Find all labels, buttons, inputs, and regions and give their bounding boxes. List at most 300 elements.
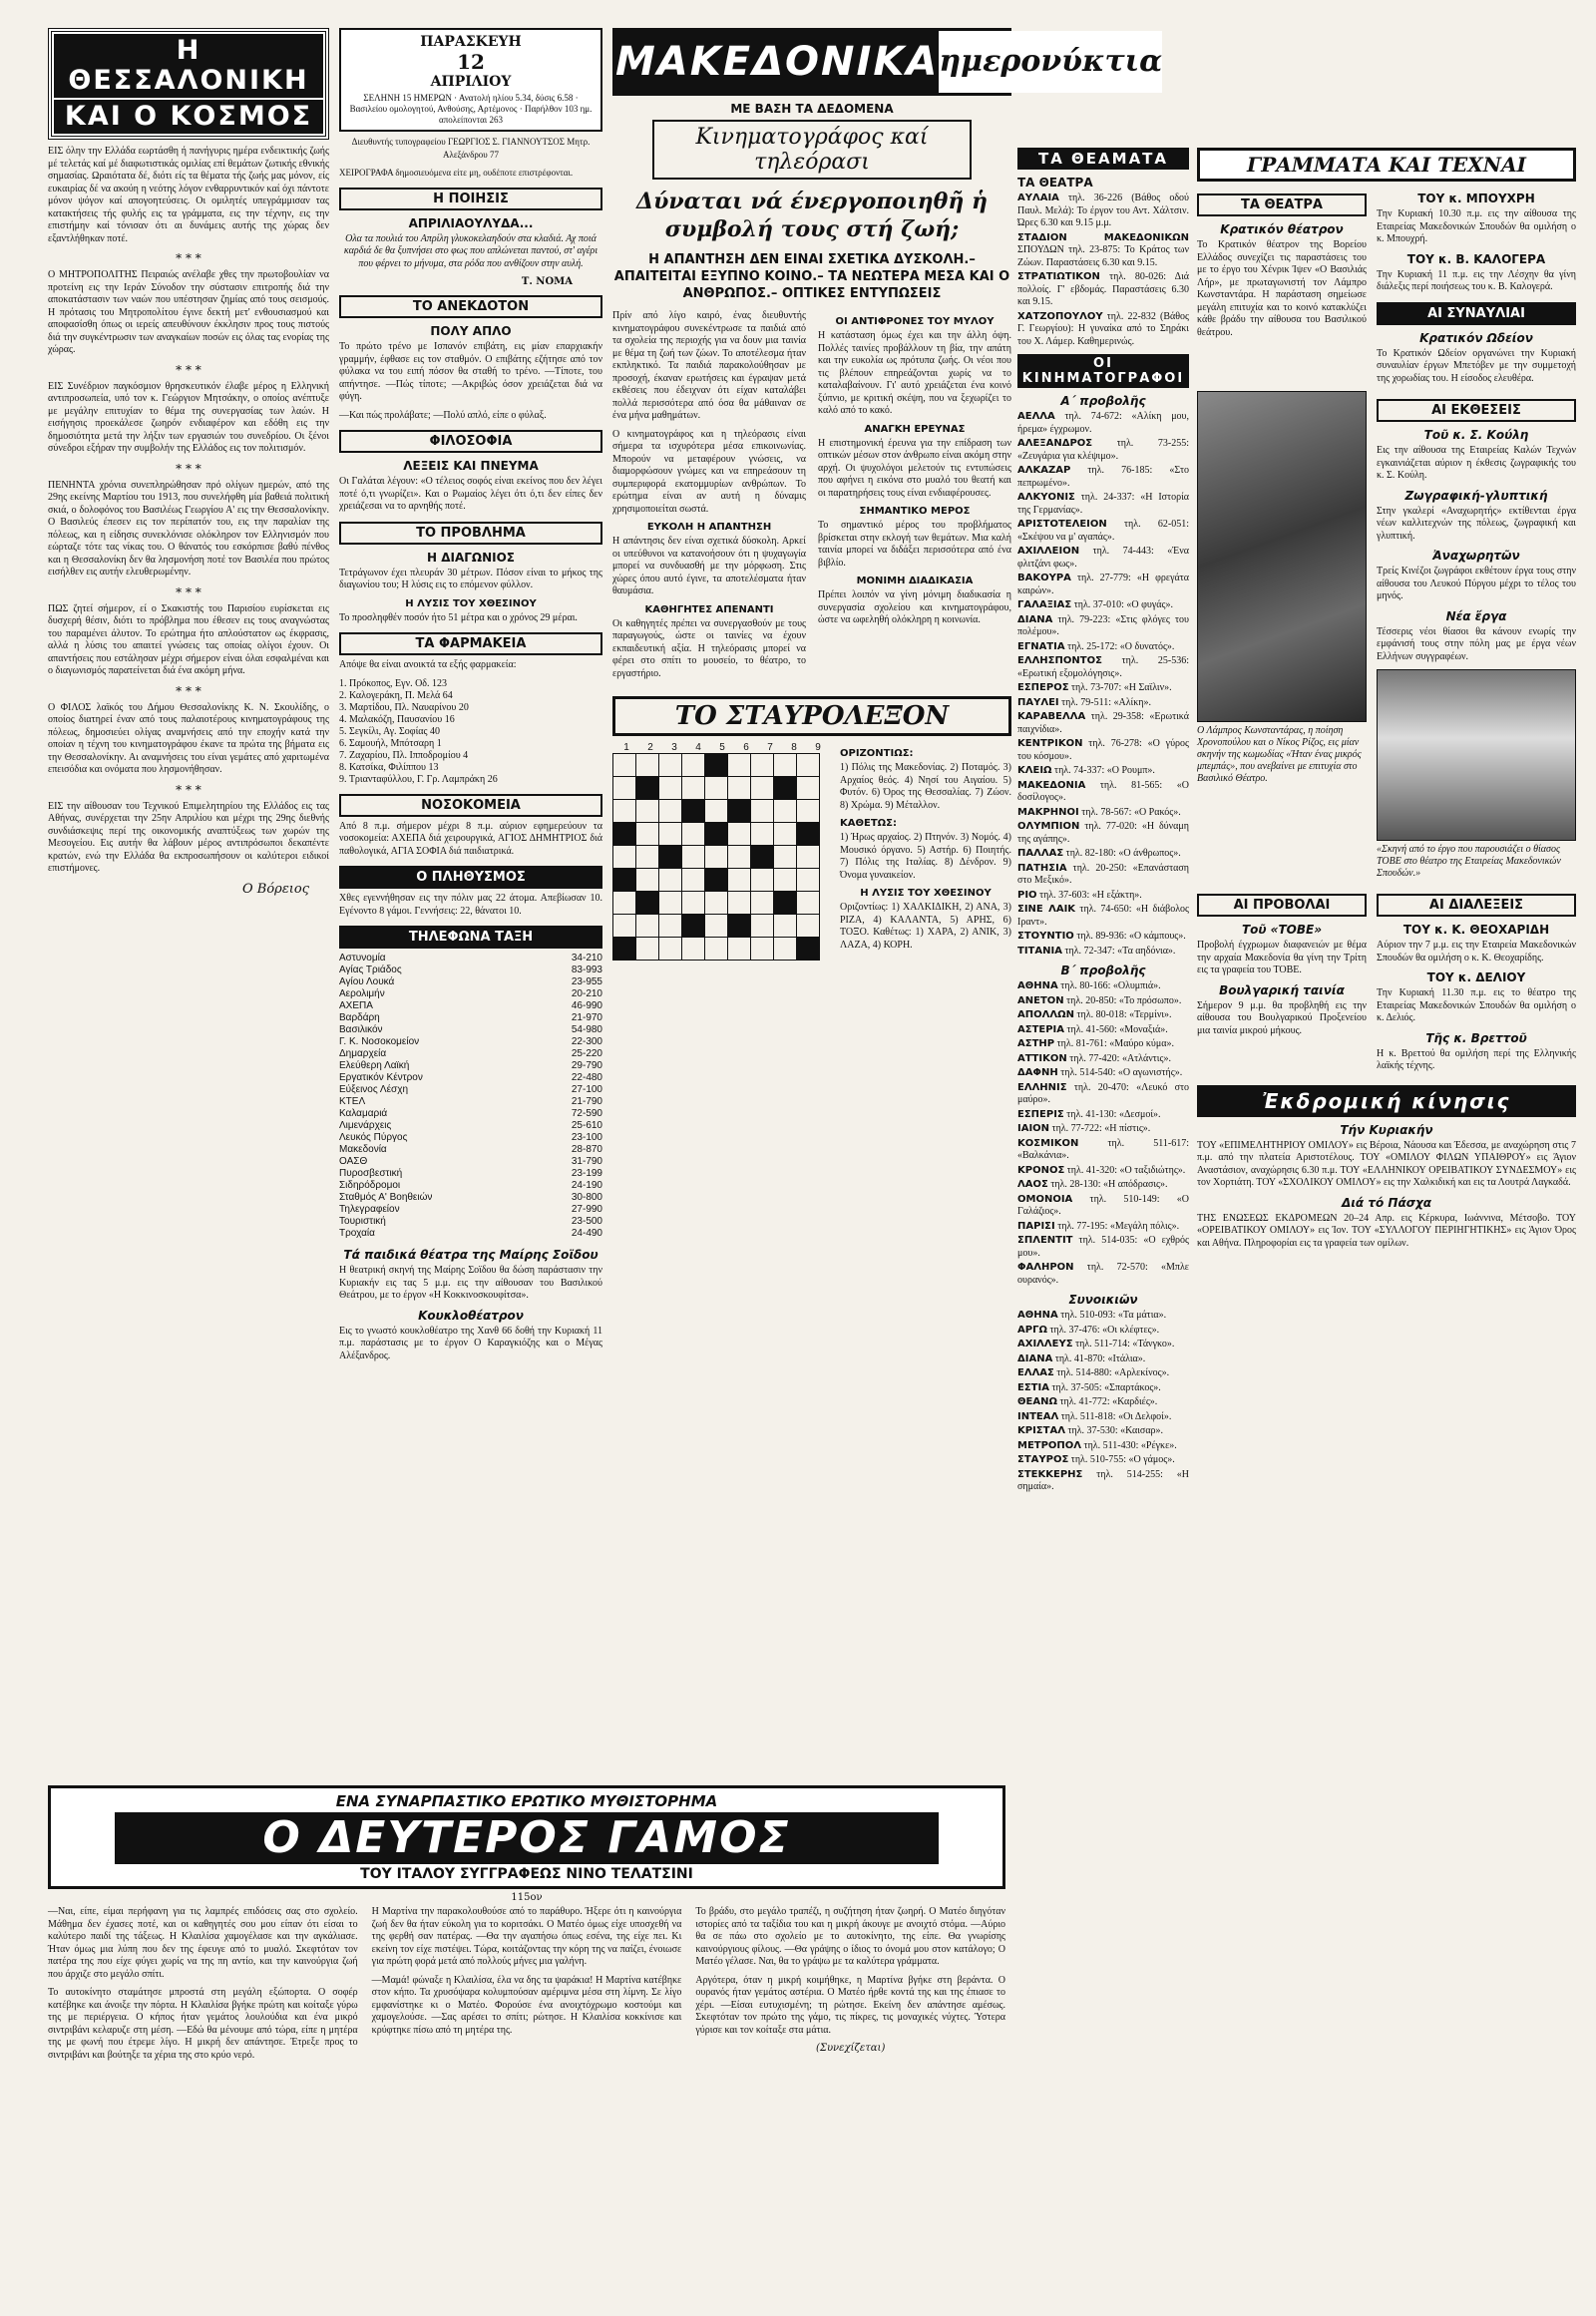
phone-number: 54-980 (571, 1024, 602, 1035)
second-run-heading: Β΄ προβολῆς (1060, 964, 1146, 977)
koulis-text: Εις την αίθουσα της Εταιρείας Καλών Τεχνών εγκαινιάζεται αύριον η έκθεσις ζωγραφικής του κ. Σ. Κούλη. (1377, 445, 1576, 481)
article-paragraph: Πρίν από λίγο καιρό, ένας διευθυντής κινηματογράφου συνεκέντρωσε τα παιδιά από τα σχολεία της περιοχής για να δουν μια ταινία με θέμα τη ζωή των ζώων. Το αποτέλεσμα ήταν εκπληκτικό. Τα παιδιά παρακολούθησαν με προσοχή, έκαναν ερωτήσεις και έγραψαν μετά εκθέσεις που έδειχναν ότι είχαν καταλάβει πολλά περισσότερα από όσα θα μάθαιναν σε ένα μήνα μαθημάτων. (612, 310, 806, 421)
crossword-cell[interactable] (682, 869, 705, 892)
listing-item (1017, 904, 1189, 929)
crossword-black-cell (682, 915, 705, 938)
down-heading: ΚΑΘΕΤΩΣ: (840, 818, 897, 829)
crossword-column-number: 1 (623, 742, 629, 753)
crossword-cell[interactable] (797, 869, 820, 892)
listing-detail: τηλ. 25-536: «Ερωτική εξομολόγησις». (1017, 655, 1189, 679)
listing-detail: τηλ. 41-870: «Ιτάλια». (1052, 1352, 1146, 1364)
theocharidis-heading: ΤΟΥ κ. Κ. ΘΕΟΧΑΡΙΔΗ (1402, 923, 1550, 937)
listing-detail: τηλ. 20-470: «Λευκό στο μαύρο». (1017, 1081, 1189, 1105)
article-paragraph: Ο ΦΙΛΟΣ λαϊκός του Δήμου Θεσσαλονίκης Κ. Ν. Σκουλίδης, ο οποίος διατηρεί έναν από τους παλαιοτέρους κινηματογράφους της πόλεως, δημοσιεύει ολίγας αναμνήσεις από την εποχήν κατά την οποίαν η τέχνη του κινηματογράφου έκανε τα πρώτα της βήματα εις την Θεσσαλονίκην. Αι αναμνήσεις του είναι γεμάτες από χαριτωμένα επεισόδια και ονόματα που λησμονήθησαν. (48, 701, 329, 775)
phone-name: Εργατικόν Κέντρον (339, 1072, 423, 1083)
pharmacy-item: 6. Σαμουήλ, Μπότσαρη 1 (339, 737, 442, 749)
article-paragraph: Πρέπει λοιπόν να γίνη μόνιμη διαδικασία η συνεργασία σχολείου και κινηματογράφου, ώστε να ωφεληθή ολόκληρη η κοινωνία. (818, 589, 1011, 625)
kalogera-text: Την Κυριακή 11 π.μ. εις την Λέσχην θα γίνη διάλεξις περί ποιήσεως του κ. Β. Καλογερά. (1377, 268, 1576, 292)
philosophy-heading: ΦΙΛΟΣΟΦΙΑ (339, 430, 602, 453)
serial-paragraph: Η Μαρτίνα την παρακολουθούσε από το παράθυρο. Ήξερε ότι η καινούργια ζωή δεν θα ήταν εύκολη για το κοριτσάκι. Ο Ματέο όμως είχε υποσχεθή να της φερθή σαν πατέρας. —Θα την αγαπήσω όπως εσένα, της είχε πει. Κι εκείνη τον είχε πιστέψει. Τώρα, κοιτάζοντας την κόρη της να παίζει, ένοιωσε για πρώτη φορά μετά από πολλούς μήνες μια γαλήνη. (371, 1906, 682, 1967)
masthead-right: ημερονύκτια (939, 31, 1162, 93)
column-daily-info (339, 28, 602, 1368)
crossword-cell[interactable] (636, 915, 659, 938)
listing-detail: τηλ. 77-195: «Μεγάλη πόλις». (1054, 1220, 1180, 1232)
theatre-heading: ΤΑ ΘΕΑΤΡΑ (1197, 193, 1367, 216)
listing-item (1017, 1235, 1189, 1260)
phone-name: Λευκός Πύργος (339, 1132, 408, 1143)
listing-detail: τηλ. 36-226 (Βάθος οδού Παυλ. Μελά): Το έργον του Αντ. Χάλτσιν. Ώρες 6.30 και 9.15 μ.μ. (1017, 193, 1189, 228)
listing-item (1017, 599, 1189, 612)
crossword-cell[interactable] (797, 846, 820, 869)
phone-name: Σιδηρόδρομοι (339, 1180, 401, 1191)
banner-line-2: ΚΑΙ Ο ΚΟΣΜΟΣ (54, 98, 323, 134)
crossword-cell[interactable] (797, 892, 820, 915)
crossword-column-number: 3 (671, 742, 677, 753)
state-theatre-text: Το Κρατικόν θέατρον της Βορείου Ελλάδος συνεχίζει τις παραστάσεις του με το έργο του Χένρικ Ίψεν «Ο Βασιλιάς Λήρ», με πρωταγωνιστή τον Λάμπρο Κωνσταντάρα. Η παράσταση σημείωσε μεγάλη επιτυχία και το κοινό κατακλύζει κάθε βράδυ την αίθουσα του Βασιλικού θεάτρου. (1197, 239, 1367, 338)
concerts-heading: ΑΙ ΣΥΝΑΥΛΙΑΙ (1377, 302, 1576, 325)
cinemas-heading: ΟΙ ΚΙΝΗΜΑΤΟΓΡΑΦΟΙ (1017, 354, 1189, 388)
crossword-cell[interactable] (705, 938, 728, 961)
philosophy-subtitle: ΛΕΞΕΙΣ ΚΑΙ ΠΝΕΥΜΑ (403, 459, 539, 473)
listing-item (1017, 655, 1189, 680)
listing-detail: τηλ. 81-761: «Μαύρο κύμα». (1054, 1038, 1174, 1049)
listing-detail: τηλ. 24-337: «Η Ιστορία της Γερμανίας». (1017, 492, 1189, 516)
crossword-black-cell (774, 777, 797, 800)
crossword-cell[interactable] (751, 777, 774, 800)
phone-name: Λιμενάρχεις (339, 1120, 392, 1131)
listing-name: ΠΑΤΗΣΙΑ (1017, 862, 1067, 874)
article-subhead: ΜΟΝΙΜΗ ΔΙΑΔΙΚΑΣΙΑ (856, 576, 974, 586)
crossword-cell[interactable] (751, 938, 774, 961)
crossword-cell[interactable] (659, 892, 682, 915)
crossword-cell[interactable] (682, 938, 705, 961)
crossword-cell[interactable] (636, 823, 659, 846)
listing-name: ΑΤΤΙΚΟΝ (1017, 1052, 1067, 1064)
crossword-cell[interactable] (659, 777, 682, 800)
listing-name: ΔΙΑΝΑ (1017, 613, 1053, 625)
letters-left (1197, 186, 1367, 391)
crossword-cell[interactable] (751, 823, 774, 846)
crossword-column-number: 2 (647, 742, 653, 753)
article-subhead: ΕΥΚΟΛΗ Η ΑΠΑΝΤΗΣΗ (646, 522, 772, 533)
pharmacy-item: 9. Τριανταφύλλου, Γ. Γρ. Λαμπράκη 26 (339, 773, 498, 785)
crossword-cell[interactable] (613, 892, 636, 915)
crossword-cell[interactable] (751, 915, 774, 938)
listing-name: ΡΙΟ (1017, 889, 1037, 901)
crossword-cell[interactable] (613, 915, 636, 938)
serial-paragraph: Το βράδυ, στο μεγάλο τραπέζι, η συζήτηση ήταν ζωηρή. Ο Ματέο διηγόταν ιστορίες από τα ταξίδια του και η μικρή άκουγε με ανοιχτό στόμα. —Αύριο θα σε πάω στο σχολείο με το αυτοκίνητο, της είπε. Θα γνωρίσης καινούργιους φίλους. —Θα γράψης ο ίδιος το όνομά μου στον κατάλογο; Ο Ματέο γέλασε. Ναι, θα το γράψω με τα καλύτερα γράμματα. (695, 1906, 1006, 1967)
listing-detail: τηλ. 27-779: «Η φρεγάτα καιρών». (1017, 573, 1189, 596)
phone-number: 72-590 (571, 1108, 602, 1119)
article-body (612, 310, 1011, 686)
state-theatre-heading: Κρατικόν θέατρον (1220, 222, 1344, 236)
phone-name: Βαρδάρη (339, 1012, 380, 1023)
crossword-cell[interactable] (636, 846, 659, 869)
phone-name: ΚΤΕΛ (339, 1096, 366, 1107)
phone-row (339, 1216, 602, 1228)
population-heading: Ο ΠΛΗΘΥΣΜΟΣ (339, 866, 602, 889)
phone-number: 21-970 (571, 1012, 602, 1023)
listing-detail: τηλ. 20-250: «Επανάσταση στο Μεξικό». (1017, 862, 1189, 886)
listing-item (1017, 1038, 1189, 1051)
listing-name: ΣΤΟΥΝΤΙΟ (1017, 931, 1074, 942)
crossword-black-cell (705, 869, 728, 892)
crossword-grid[interactable] (612, 753, 820, 961)
crossword-cell[interactable] (659, 754, 682, 777)
crossword-cell[interactable] (728, 777, 751, 800)
suburbs-list (1017, 1310, 1189, 1494)
phone-number: 22-300 (571, 1036, 602, 1047)
listing-detail: τηλ. 73-707: «Η Σαϊλιν». (1068, 682, 1172, 693)
phone-row (339, 976, 602, 988)
anachoriton-heading: Ἀναχωρητῶν (1432, 549, 1520, 563)
listing-name: ΜΑΚΕΔΟΝΙΑ (1017, 779, 1086, 791)
serial-paragraph: Το αυτοκίνητο σταμάτησε μπροστά στη μεγάλη εξώπορτα. Ο σοφέρ κατέβηκε και άνοιξε την πόρτα. Η Κλαιλίσα βγήκε πρώτη και κοίταξε γύρω της με περιέργεια. Ο κήπος ήταν γεμάτος λουλούδια και ένα μικρό σιντριβάνι κελαρυζε στη μέση. —Εδώ θα μένουμε από τώρα, είπε η μητέρα της με φωνή που έτρεμε λίγο. Η μικρή δεν απάντησε. Έτρεξε προς το σιντριβάνι και βούτηξε τα χέρια της στο κρύο νερό. (48, 1987, 358, 2061)
phone-row (339, 1156, 602, 1168)
listing-item (1017, 1411, 1189, 1424)
phone-row (339, 1012, 602, 1024)
letters-middle (1197, 391, 1576, 886)
listing-item (1017, 519, 1189, 544)
crossword-cell[interactable] (636, 938, 659, 961)
listing-name: ΑΘΗΝΑ (1017, 1310, 1058, 1321)
crossword-cell[interactable] (659, 915, 682, 938)
crossword-clues (840, 742, 1011, 961)
listing-detail: τηλ. 41-320: «Ο ταξιδιώτης». (1064, 1164, 1186, 1176)
crossword-black-cell (728, 800, 751, 823)
crossword-cell[interactable] (705, 892, 728, 915)
listing-item (1017, 641, 1189, 654)
anecdote-text: Το πρώτο τρένο με Ισπανόν επιβάτη, εις μίαν επαρχιακήν γραμμήν, έφθασε εις τον σταθμόν. Ο επιβάτης εζήτησε από τον φύλακα να του ειπή πόσον θα σταθή το τρένο. —Τίποτε, του απήντησε. —Πώς τίποτε; —Ακριβώς όσον χρειάζεται διά να φύγη. (339, 341, 602, 402)
crossword-cell[interactable] (705, 800, 728, 823)
crossword-cell[interactable] (659, 823, 682, 846)
crossword-cell[interactable] (774, 938, 797, 961)
listing-item (1017, 438, 1189, 463)
crossword-cell[interactable] (751, 869, 774, 892)
crossword-heading: ΤΟ ΣΤΑΥΡΟΛΕΞΟΝ (612, 696, 1011, 736)
crossword-black-cell (613, 823, 636, 846)
phone-number: 27-100 (571, 1084, 602, 1095)
listing-detail: τηλ. 29-358: «Ερωτικά παιχνίδια». (1017, 711, 1189, 735)
phone-number: 21-790 (571, 1096, 602, 1107)
phone-number: 23-955 (571, 976, 602, 987)
crossword-cell[interactable] (636, 754, 659, 777)
article-subhead: ΟΙ ΑΝΤΙΦΡΟΝΕΣ ΤΟΥ ΜΥΛΟΥ (835, 316, 995, 327)
crossword-cell[interactable] (613, 846, 636, 869)
listing-detail: τηλ. 77-020: «Η δύναμη της αγάπης». (1017, 821, 1189, 845)
phone-name: Βασιλικόν (339, 1024, 383, 1035)
listing-detail: τηλ. 78-567: «Ο Ρακός». (1078, 806, 1181, 818)
poem-title: ΑΠΡΙΛΙΑΟΥΛΥΔΑ... (408, 215, 534, 230)
listing-item (1017, 492, 1189, 517)
vrettou-heading: Τῆς κ. Βρεττοῦ (1425, 1030, 1527, 1045)
listing-name: ΛΑΟΣ (1017, 1179, 1048, 1190)
crossword-cell[interactable] (797, 915, 820, 938)
listing-name: ΚΕΝΤΡΙΚΟΝ (1017, 738, 1083, 749)
children-theatre-text: Η θεατρική σκηνή της Μαίρης Σοϊδου θα δώση παράστασιν την Κυριακήν εις τας 5 μ.μ. εις την αίθουσαν του Βασιλικού Θεάτρου, με το έργον «Η Κοκκινοσκουφίτσα». (339, 1265, 602, 1301)
crossword-block (612, 742, 1011, 961)
article-paragraph: ΕΙΣ Συνέδριον παγκόσμιον θρησκευτικόν έλαβε μέρος η Ελληνική αντιπροσωπεία, υπό τον κ. Γεώργιον Μητσάκην, ο οποίος ανέπτυξε με μεγάλην επιτυχίαν το θέμα της συνεργασίας των λαών. Η εισήγησις προεκάλεσε ζωηρόν ενδιαφέρον και εδόθη εις την δημοσιότητα μετά την λήξιν των εργασιών του συνεδρίου. Οι ξένοι σύνεδροι εξήραν την συμβολήν της Ελλάδος εις τον πολιτισμόν. (48, 380, 329, 454)
listing-name: ΣΤΕΚΚΕΡΗΣ (1017, 1468, 1083, 1480)
banner-line-1: Η ΘΕΣΣΑΛΟΝΙΚΗ (54, 34, 323, 98)
crossword-cell[interactable] (705, 915, 728, 938)
anecdote-subtitle: ΠΟΛΥ ΑΠΛΟ (430, 324, 512, 338)
listing-name: ΕΛΛΗΝΙΣ (1017, 1081, 1067, 1093)
listing-item (1017, 1440, 1189, 1453)
listing-detail: τηλ. 41-560: «Μοναξιά». (1064, 1023, 1168, 1035)
listing-name: ΑΛΚΑΖΑΡ (1017, 465, 1071, 476)
crossword-cell[interactable] (682, 754, 705, 777)
listing-detail: τηλ. 79-511: «Αλίκη». (1058, 696, 1152, 708)
vrettou-text: Η κ. Βρεττού θα ομιλήση περί της Ελληνικής λαϊκής τέχνης. (1377, 1047, 1576, 1071)
photo-column (1197, 391, 1367, 886)
tove-text: Προβολή έγχρωμων διαφανειών με θέμα την αρχαία Μακεδονία θα γίνη την Τρίτη εις τα γραφεία του ΤΟΒΕ. (1197, 940, 1367, 975)
listing-name: ΑΠΟΛΛΩΝ (1017, 1009, 1074, 1020)
crossword-cell[interactable] (797, 800, 820, 823)
listing-item (1017, 232, 1189, 270)
crossword-cell[interactable] (682, 823, 705, 846)
crossword-cell[interactable] (613, 800, 636, 823)
phone-number: 27-990 (571, 1204, 602, 1215)
crossword-cell[interactable] (797, 777, 820, 800)
phone-row (339, 1060, 602, 1072)
phone-number: 83-993 (571, 965, 602, 975)
listing-name: ΚΟΣΜΙΚΟΝ (1017, 1137, 1079, 1149)
lectures-column (1377, 886, 1576, 1079)
crossword-cell[interactable] (682, 777, 705, 800)
listing-item (1017, 465, 1189, 490)
crossword-column-number: 4 (695, 742, 701, 753)
date-info: ΣΕΛΗΝΗ 15 ΗΜΕΡΩΝ · Ανατολή ηλίου 5.34, δύσις 6.58 · Βασιλείου ομολογητού, Ανθούσης, Αρτέμονος · Παρήλθον 103 ημ. απολείπονται 263 (349, 93, 593, 125)
crossword-black-cell (774, 892, 797, 915)
listing-item (1017, 1179, 1189, 1192)
listing-item (1017, 821, 1189, 846)
listing-detail: τηλ. 37-505: «Σπαρτάκος». (1048, 1381, 1161, 1393)
crossword-cell[interactable] (774, 915, 797, 938)
listing-name: ΕΣΠΕΡΙΣ (1017, 1108, 1064, 1120)
phone-name: Αερολιμήν (339, 988, 385, 999)
new-works-text: Τέσσερις νέοι θίασοι θα κάνουν ενωρίς την εμφάνισή τους στην πόλη μας με έργα νέων Ελλήνων συγγραφέων. (1377, 625, 1576, 662)
phone-number: 34-210 (571, 953, 602, 964)
listing-name: ΠΑΛΛΑΣ (1017, 848, 1064, 859)
article-paragraph: Το σημαντικό μέρος του προβλήματος βρίσκεται στην εκλογή των θεμάτων. Μια καλή ταινία μπορεί να διδάξει περισσότερα από ένα βιβλίο. (818, 520, 1011, 569)
listing-name: ΘΕΑΝΩ (1017, 1396, 1057, 1407)
phone-row (339, 1120, 602, 1132)
serial-paragraph: —Ναι, είπε, είμαι περήφανη για τις λαμπρές επιδόσεις σας στο σχολείο. Μάθημα δεν έχασες ποτέ, και οι καθηγητές σου μου είπαν ότι είσαι το καλύτερο παιδί της τάξεως. Η Κλαιλίσα χαμογέλασε και την αγκάλιασε. Ήταν όμως μια λύπη που δεν της έφευγε από το μυαλό. Σκεφτόταν τον πατέρα της που είχε φύγει χωρίς να της πη αντίο, και την καινούργια ζωή που άρχιζε στο μεγάλο σπίτι. (48, 1906, 358, 1980)
serial-col (695, 1906, 1005, 2068)
listing-item (1017, 546, 1189, 571)
crossword-cell[interactable] (774, 869, 797, 892)
phone-row (339, 1048, 602, 1060)
crossword-cell[interactable] (728, 823, 751, 846)
crossword-cell[interactable] (774, 754, 797, 777)
crossword-black-cell (636, 892, 659, 915)
crossword-cell[interactable] (728, 846, 751, 869)
crossword-cell[interactable] (613, 777, 636, 800)
phone-number: 28-870 (571, 1144, 602, 1155)
printer-director: Διευθυντής τυπογραφείου ΓΕΩΡΓΙΟΣ Σ. ΓΙΑΝΝΟΥΤΣΟΣ Μητρ. Αλεξάνδρου 77 (351, 137, 591, 160)
poem-text: Ολα τα πουλιά του Απρίλη γλυκοκελαηδούν στα κλαδιά. Αχ ποιά καρδιά δε θα ξυπνήσει στο φως που απλώνεται παντού, στ' αγέρι που φέρνει το μήνυμα, στα ρόδα που ανθίζουν στην αυλή. (343, 232, 598, 269)
crossword-cell[interactable] (751, 754, 774, 777)
listing-item (1017, 614, 1189, 639)
listing-name: ΜΑΚΡΗΝΟΙ (1017, 806, 1079, 818)
separator-stars: * * * (176, 251, 201, 265)
crossword-cell[interactable] (659, 938, 682, 961)
projections-column (1197, 886, 1367, 1079)
listing-item (1017, 738, 1189, 763)
date-day: ΠΑΡΑΣΚΕΥΗ (420, 34, 522, 50)
first-run-heading: Α΄ προβολῆς (1060, 394, 1146, 408)
phone-number: 24-490 (571, 1228, 602, 1239)
article-col-right (818, 310, 1011, 686)
listing-detail: τηλ. 41-130: «Δεσμοί». (1063, 1108, 1161, 1120)
crossword-solution-heading: Η ΛΥΣΙΣ ΤΟΥ ΧΘΕΣΙΝΟΥ (860, 888, 992, 899)
crossword-cell[interactable] (636, 800, 659, 823)
crossword-cell[interactable] (728, 754, 751, 777)
column-thessaloniki-world (48, 28, 329, 897)
theatre-scene-photo (1197, 391, 1367, 722)
painting-heading: Ζωγραφική-γλυπτική (1404, 488, 1548, 503)
listing-name: ΦΑΛΗΡΟΝ (1017, 1262, 1074, 1273)
letters-top (1197, 186, 1576, 391)
crossword-cell[interactable] (774, 846, 797, 869)
article-paragraph: ΕΙΣ όλην την Ελλάδα εωρτάσθη ή πανήγυρις ημέρα ενδεικτικής ζωής μέ τελετάς καί μέ διαφωτιστικάς ομιλίας επί θεμάτων ζωτικής εθνικής σημασίας. Ωραιότατα δέ, διότι είς τα θέματα τής ζωής μας μόνον, είς ευκαιρίας δέ να ακούη η νεότης λόγον ενθαρρυντικόν καί όχι πάντοτε μόνον ψόγον καί απογοητεύσεις. Οι ομιλητές υπεγράμμισαν τας κατακτήσεις τής φυλής εις τα γράμματα, εις την τέχνην, εις την επιστήμην καί τόνισαν ότι αι δυνάμεις αυτής της χώρας δεν εξαντλήθηκαν ποτέ. (48, 146, 329, 244)
column-spectacles (1017, 148, 1189, 1496)
listing-name: ΕΣΤΙΑ (1017, 1381, 1049, 1393)
easter-heading: Διά τό Πάσχα (1341, 1195, 1432, 1210)
listing-name: ΑΥΛΑΙΑ (1017, 193, 1059, 203)
phone-number: 29-790 (571, 1060, 602, 1071)
anachoriton-text: Τρείς Κινέζοι ζωγράφοι εκθέτουν έργα τους στην αίθουσα του Λευκού Πύργου μέχρι το τέλος του μηνός. (1377, 566, 1576, 601)
crossword-cell[interactable] (705, 846, 728, 869)
crossword-cell[interactable] (682, 892, 705, 915)
listing-item (1017, 1123, 1189, 1136)
listing-detail: τηλ. 22-832 (Βάθος Γ. Γεωργίου): Η γυναίκα από το Σηράκι του Χ. Λάμερ. Καθημερινώς. (1017, 310, 1189, 347)
listing-item (1017, 1353, 1189, 1366)
crossword-cell[interactable] (728, 869, 751, 892)
children-theatre-heading: Τά παιδικά θέατρα της Μαίρης Σοϊδου (343, 1248, 598, 1262)
listing-item (1017, 1382, 1189, 1395)
listing-item (1017, 1053, 1189, 1066)
listing-item (1017, 697, 1189, 710)
listing-name: ΔΙΑΝΑ (1017, 1352, 1053, 1364)
listing-item (1017, 780, 1189, 805)
listing-detail: τηλ. 74-650: «Η διάβολος Ιραντ». (1017, 904, 1190, 928)
listing-item (1017, 890, 1189, 903)
phones-list (339, 953, 602, 1240)
crossword-column-number: 8 (791, 742, 797, 753)
listing-detail: τηλ. 73-255: «Ζευγάρια για κλέψιμο». (1017, 438, 1189, 462)
phone-row (339, 1072, 602, 1084)
crossword-cell[interactable] (659, 869, 682, 892)
listing-detail: τηλ. 72-570: «Μπλε ουρανός». (1017, 1262, 1189, 1286)
listing-detail: τηλ. 80-166: «Ολυμπιά». (1057, 980, 1161, 991)
listing-name: ΠΑΥΛΕΙ (1017, 696, 1059, 708)
listing-item (1017, 848, 1189, 861)
listing-detail: τηλ. 20-850: «Το πρόσωπο». (1063, 994, 1182, 1006)
phone-row (339, 1024, 602, 1036)
crossword-cell[interactable] (659, 800, 682, 823)
phone-name: Τροχαία (339, 1228, 375, 1239)
puppet-theatre-heading: Κουκλοθέατρον (418, 1308, 524, 1323)
separator-stars: * * * (176, 782, 201, 797)
listing-name: ΚΛΕΙΩ (1017, 765, 1052, 776)
crossword-black-cell (797, 938, 820, 961)
tove-heading: Τοῦ «ΤΟΒΕ» (1241, 923, 1323, 937)
listing-item (1017, 271, 1189, 309)
problem-solution: Το προσληφθέν ποσόν ήτο 51 μέτρα και ο χρόνος 29 μέραι. (339, 611, 578, 623)
pharmacy-item: 2. Καλογεράκη, Π. Μελά 64 (339, 689, 453, 701)
article-paragraph: Η επιστημονική έρευνα για την επίδραση των οπτικών μέσων στον άνθρωπο είναι ακόμη στην αρχή. Οι ψυχολόγοι μελετούν τις εντυπώσεις που αφήνει η εικόνα στο μυαλό του θεατή και οι παρατηρήσεις τους είναι ενδιαφέρουσες. (818, 437, 1011, 499)
listing-name: ΒΑΚΟΥΡΑ (1017, 573, 1071, 583)
crossword-cell[interactable] (728, 892, 751, 915)
listing-name: ΚΑΡΑΒΕΛΛΑ (1017, 711, 1086, 722)
listing-item (1017, 711, 1189, 736)
crossword-column-numbers (612, 742, 830, 753)
serial-episode: 115ον (511, 1892, 543, 1903)
article-kicker: Κινηματογράφος καί τηλεόρασι (652, 120, 972, 180)
crossword-cell[interactable] (728, 938, 751, 961)
problem-solution-heading: Η ΛΥΣΙΣ ΤΟΥ ΧΘΕΣΙΝΟΥ (405, 597, 537, 609)
article-paragraph: ΠΩΣ ζητεί σήμερον, εί ο Σκακιστής του Παρισίου ευρίσκεται εις δυσχερή θέσιν, διότι το πρόβλημα που έθεσεν εις τους αναγνώστας του παραμένει άλυτον. Το ερώτημα ήτο απλούστατον ως έκφρασις, αλλά η λύσις του απαιτεί γνώσεις τας οποίας ολίγοι έχουν. Οι απαντήσεις που εστάλησαν μέχρι σήμερον είναι όλαι εσφαλμέναι και ο διαγωνισμός παρατείνεται διά ένα ακόμη μήνα. (48, 602, 329, 676)
crossword-cell[interactable] (797, 754, 820, 777)
suburbs-heading: Συνοικιῶν (1068, 1293, 1138, 1307)
phone-row (339, 1096, 602, 1108)
letters-arts-heading: ΓΡΑΜΜΑΤΑ ΚΑΙ ΤΕΧΝΑΙ (1197, 148, 1576, 182)
serial-novel (48, 1785, 1005, 2068)
masthead (612, 28, 1163, 96)
crossword-cell[interactable] (613, 754, 636, 777)
crossword-grid-wrap (612, 742, 830, 961)
listing-item (1017, 311, 1189, 349)
crossword-cell[interactable] (751, 892, 774, 915)
listing-item (1017, 1067, 1189, 1080)
phone-number: 46-990 (571, 1000, 602, 1011)
projections-heading: ΑΙ ΠΡΟΒΟΛΑΙ (1197, 894, 1367, 917)
crossword-black-cell (797, 823, 820, 846)
article-headline: Δύναται νά ένεργοποιηθῆ ἡ συμβολή τους στή ζωή; (636, 189, 988, 242)
listing-detail: τηλ. 511-818: «Οι Δελφοί». (1058, 1410, 1172, 1422)
serial-author: ΤΟΥ ΙΤΑΛΟΥ ΣΥΓΓΡΑΦΕΩΣ ΝΙΝΟ ΤΕΛΑΤΣΙΝΙ (360, 1866, 693, 1882)
crossword-cell[interactable] (682, 846, 705, 869)
across-heading: ΟΡΙΖΟΝΤΙΩΣ: (840, 748, 914, 759)
hospitals-heading: ΝΟΣΟΚΟΜΕΙΑ (339, 794, 602, 817)
crossword-cell[interactable] (705, 777, 728, 800)
crossword-cell[interactable] (774, 823, 797, 846)
phone-row (339, 965, 602, 976)
phone-name: Δημαρχεία (339, 1048, 387, 1059)
pharmacy-item: 4. Μαλακόζη, Παυσανίου 16 (339, 713, 455, 725)
listing-detail: τηλ. 510-755: «Ο γάμος». (1068, 1454, 1175, 1465)
phone-name: ΑΧΕΠΑ (339, 1000, 373, 1011)
listing-name: ΔΑΦΝΗ (1017, 1067, 1058, 1078)
crossword-cell[interactable] (636, 869, 659, 892)
phone-row (339, 1000, 602, 1012)
listing-detail: τηλ. 89-936: «Ο κάμπους». (1073, 931, 1186, 942)
listing-item (1017, 1396, 1189, 1409)
serial-col (372, 1906, 682, 2068)
listing-name: ΑΛΚΥΟΝΙΣ (1017, 492, 1075, 503)
crossword-black-cell (682, 800, 705, 823)
crossword-cell[interactable] (751, 800, 774, 823)
painting-text: Στην γκαλερί «Αναχωρητής» εκτίθενται έργα νέων καλλιτεχνών της πόλεως, ζωγραφική και γλυπτική. (1377, 505, 1576, 542)
anecdote-punchline: —Και πώς προλάβατε; —Πολύ απλό, είπε ο φύλαξ. (339, 409, 547, 421)
down-clues: 1) Ήρως αρχαίος. 2) Πτηνόν. 3) Νομός. 4) Μουσικό όργανο. 5) Αστήρ. 6) Ποιητής. 7) Πόλις της Ιταλίας. 8) Δένδρον. 9) Όνομα γυναικείον. (840, 832, 1011, 881)
phone-name: Σταθμός Α' Βοηθειών (339, 1192, 433, 1203)
crossword-cell[interactable] (774, 800, 797, 823)
listing-name: ΓΑΛΑΞΙΑΣ (1017, 599, 1072, 610)
listing-item (1017, 931, 1189, 944)
